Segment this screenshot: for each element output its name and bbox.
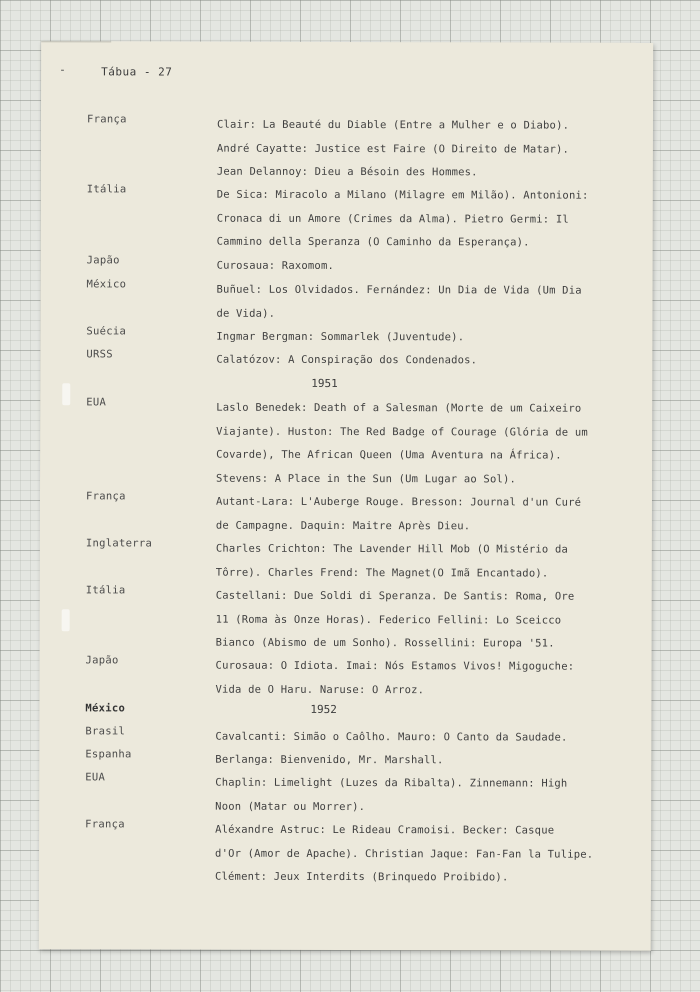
margin-mark: - bbox=[59, 63, 66, 77]
country-label: Suécia bbox=[86, 325, 127, 338]
entry-brazil-1952 bbox=[85, 725, 641, 744]
text-line: André Cayatte: Justice est Faire (O Direito de Matar). bbox=[216, 142, 570, 156]
text-line: Tôrre). Charles Frend: The Magnet(O Imã Encantado). bbox=[215, 566, 549, 580]
country-label: Japão bbox=[86, 254, 120, 267]
text-line: Cronaca di un Amore (Crimes da Alma). Pietro Germi: Il bbox=[216, 212, 569, 226]
entry-france-1950 bbox=[86, 113, 643, 179]
country-label: Japão bbox=[85, 654, 119, 667]
text-line: d'Or (Amor de Apache). Christian Jaque: Fan-Fan la Tulipe. bbox=[215, 847, 594, 861]
film-list bbox=[215, 655, 635, 703]
text-line: Calatózov: A Conspiração dos Condenados. bbox=[216, 353, 478, 367]
film-list bbox=[215, 749, 635, 774]
film-list bbox=[216, 349, 636, 374]
country-label: Itália bbox=[86, 183, 127, 196]
page-title: Tábua - 27 bbox=[101, 65, 173, 79]
text-line: Laslo Benedek: Death of a Salesman (Morte de um Caixeiro bbox=[216, 401, 582, 415]
paper-sheet bbox=[39, 41, 653, 951]
country-label: Inglaterra bbox=[85, 537, 153, 550]
country-label: França bbox=[86, 113, 127, 126]
text-line: Buñuel: Los Olvidados. Fernández: Un Dia de Vida (Um Dia bbox=[216, 283, 582, 297]
text-line: Cavalcanti: Simão o Caôlho. Mauro: O Canto da Saudade. bbox=[215, 730, 568, 744]
film-list bbox=[216, 279, 636, 327]
film-list bbox=[217, 184, 637, 256]
text-line: Cammino della Speranza (O Caminho da Esperança). bbox=[216, 235, 530, 249]
film-list bbox=[216, 538, 636, 586]
text-line: 11 (Roma às Onze Horas). Federico Fellini: Lo Sceicco bbox=[215, 613, 562, 627]
country-label: EUA bbox=[85, 771, 106, 784]
country-label: Espanha bbox=[85, 748, 132, 761]
film-list bbox=[217, 255, 637, 280]
text-line: Chaplin: Limelight (Luzes da Ribalta). Zinnemann: High bbox=[215, 776, 568, 790]
country-label: URSS bbox=[86, 348, 113, 361]
entry-usa-1951 bbox=[86, 396, 642, 485]
year-heading: 1951 bbox=[311, 376, 338, 390]
year-heading: 1952 bbox=[310, 702, 337, 716]
film-list bbox=[215, 772, 635, 820]
country-label: França bbox=[85, 818, 125, 831]
text-line: de Vida). bbox=[216, 307, 276, 320]
text-line: Curosaua: Raxomom. bbox=[216, 259, 335, 272]
film-list bbox=[217, 114, 637, 186]
text-line: Viajante). Huston: The Red Badge of Courage (Glória de um bbox=[216, 425, 588, 439]
punch-hole-mark bbox=[62, 383, 70, 405]
film-list bbox=[215, 726, 635, 751]
text-line: Clair: La Beauté du Diable (Entre a Mulher e o Diabo). bbox=[216, 118, 570, 132]
film-list bbox=[215, 819, 635, 891]
country-label: Brasil bbox=[85, 725, 126, 738]
text-line: Jean Delannoy: Dieu a Bésoin des Hommes. bbox=[216, 165, 478, 179]
text-line: Vida de O Haru. Naruse: O Arroz. bbox=[215, 683, 425, 696]
text-line: Castellani: Due Soldi di Speranza. De Santis: Roma, Ore bbox=[215, 589, 575, 603]
film-list bbox=[216, 397, 636, 492]
punch-hole-mark bbox=[62, 609, 70, 631]
text-line: Autant-Lara: L'Auberge Rouge. Bresson: Journal d'un Curé bbox=[215, 495, 582, 509]
text-line: Clément: Jeux Interdits (Brinquedo Proibido). bbox=[214, 870, 509, 884]
country-label: México bbox=[86, 278, 127, 291]
country-label: França bbox=[85, 490, 126, 503]
country-label: Itália bbox=[85, 584, 126, 597]
text-line: Covarde), The African Queen (Uma Aventura na África). bbox=[216, 448, 562, 462]
text-line: Ingmar Bergman: Sommarlek (Juventude). bbox=[216, 330, 465, 344]
text-line: Noon (Matar ou Morrer). bbox=[215, 800, 366, 813]
text-line: Berlanga: Bienvenido, Mr. Marshall. bbox=[215, 753, 444, 767]
text-line: Stevens: A Place in the Sun (Um Lugar ao Sol). bbox=[216, 472, 517, 485]
text-line: de Campagne. Daquin: Maitre Après Dieu. bbox=[215, 519, 471, 532]
film-list bbox=[216, 326, 636, 351]
text-line: Bianco (Abismo de um Sonho). Rossellini: Europa '51. bbox=[215, 636, 555, 650]
text-line: De Sica: Miracolo a Milano (Milagre em Milão). Antonioni: bbox=[216, 188, 589, 202]
text-line: Aléxandre Astruc: Le Rideau Cramoisi. Becker: Casque bbox=[215, 823, 555, 837]
country-label: EUA bbox=[86, 396, 107, 409]
film-list bbox=[216, 585, 636, 657]
text-line: Charles Crichton: The Lavender Hill Mob (O Mistério da bbox=[215, 542, 569, 556]
text-line: Curosaua: O Idiota. Imai: Nós Estamos Vivos! Migoguche: bbox=[215, 659, 575, 673]
film-list bbox=[216, 491, 636, 539]
struck-country-label: México bbox=[85, 702, 126, 715]
